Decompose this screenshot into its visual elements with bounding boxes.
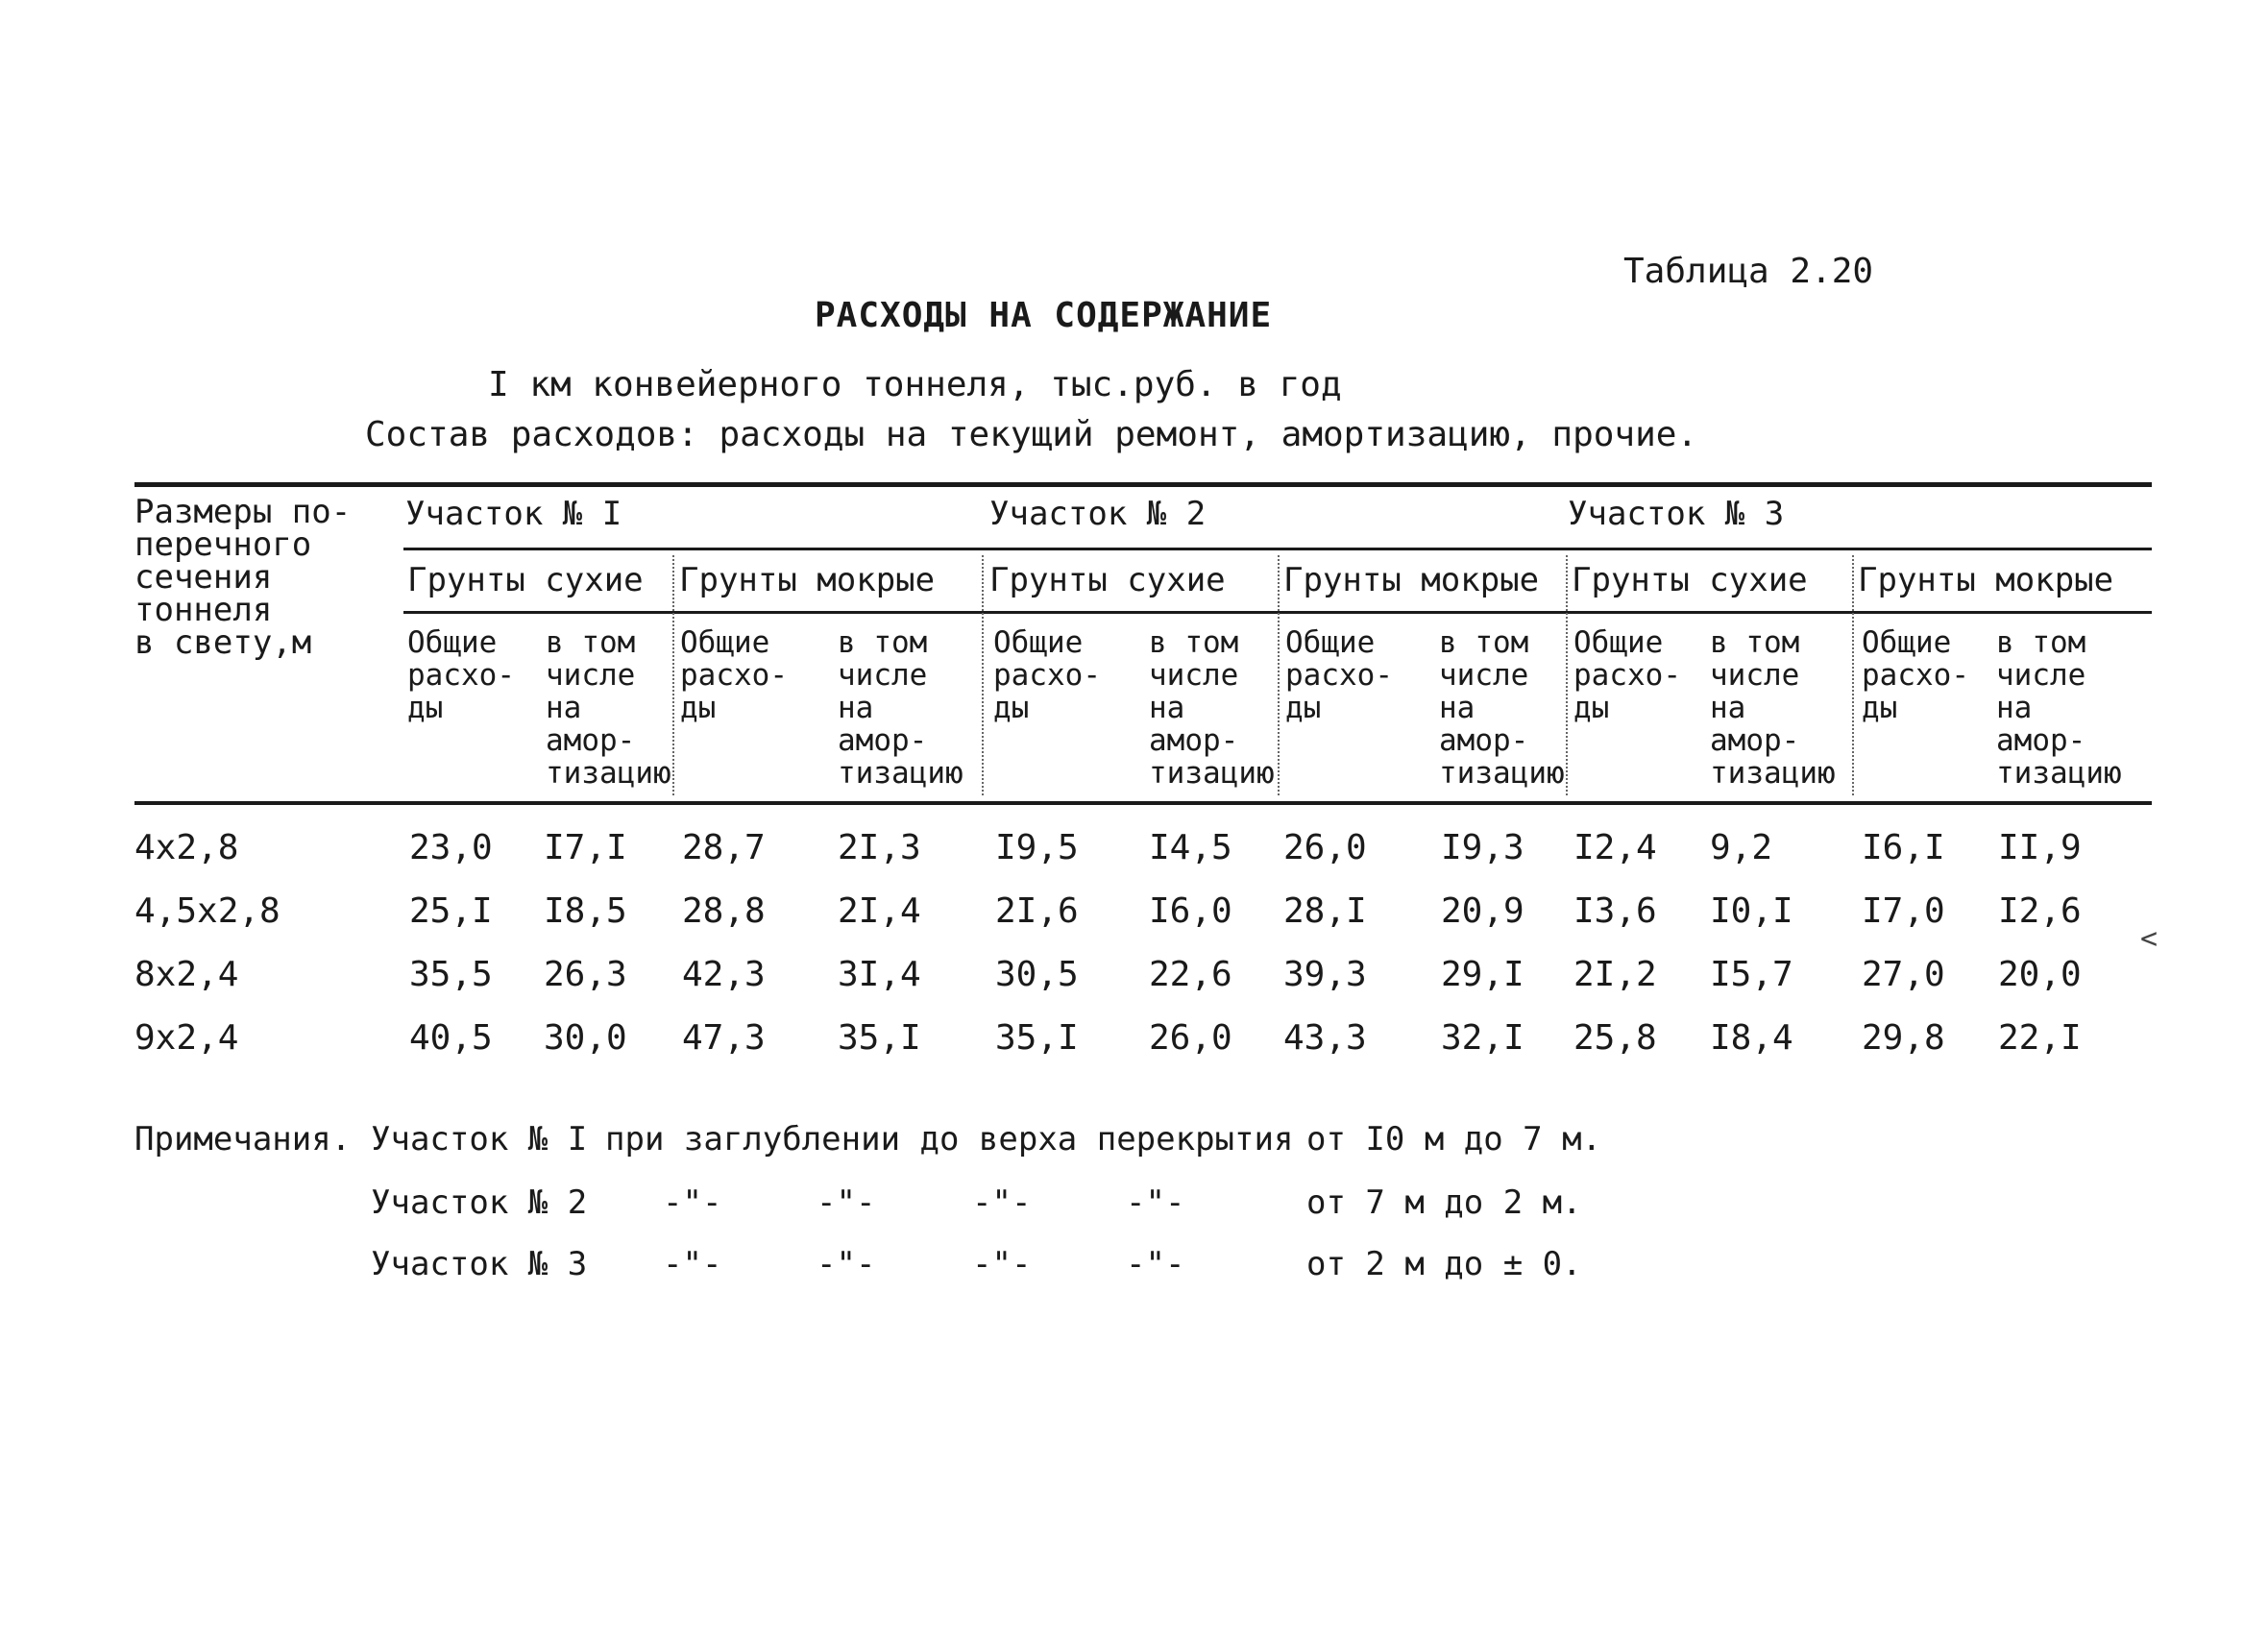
row-size-label: 9х2,4: [134, 1018, 239, 1058]
note-range: от I0 м до 7 м.: [1306, 1120, 1602, 1158]
note-ditto: -"-: [817, 1183, 876, 1222]
section-header-rule: [403, 548, 2152, 550]
note-ditto: -"-: [817, 1245, 876, 1283]
table-cell: 2I,2: [1573, 955, 1657, 994]
table-cell: I8,5: [544, 891, 627, 931]
document-title: РАСХОДЫ НА СОДЕРЖАНИЕ: [815, 296, 1273, 335]
notes-label: Примечания.: [134, 1120, 352, 1158]
table-cell: 27,0: [1862, 955, 1945, 994]
margin-mark: <: [2140, 922, 2158, 956]
table-cell: 28,7: [682, 828, 766, 867]
header-bottom-rule: [134, 801, 2152, 805]
table-top-rule: [134, 482, 2152, 487]
table-cell: 26,0: [1283, 828, 1367, 867]
table-cell: 42,3: [682, 955, 766, 994]
table-cell: 23,0: [409, 828, 493, 867]
table-cell: 35,I: [995, 1018, 1079, 1058]
total-costs-header: Общие расхо- ды: [1573, 625, 1681, 725]
soil-header: Грунты мокрые: [1858, 561, 2114, 599]
soil-header: Грунты мокрые: [1283, 561, 1540, 599]
table-cell: I8,4: [1710, 1018, 1793, 1058]
table-cell: 2I,4: [838, 891, 921, 931]
soil-separator: [982, 555, 984, 795]
table-cell: 26,3: [544, 955, 627, 994]
subtitle-unit: I км конвейерного тоннеля, тыс.руб. в год: [488, 365, 1342, 404]
total-costs-header: Общие расхо- ды: [1285, 625, 1393, 725]
table-cell: 22,I: [1998, 1018, 2082, 1058]
amortization-header: в том числе на амор- тизацию: [546, 625, 671, 791]
section-header-3: Участок № 3: [1568, 495, 1785, 533]
note-range: от 2 м до ± 0.: [1306, 1245, 1582, 1283]
table-cell: 43,3: [1283, 1018, 1367, 1058]
table-cell: 30,0: [544, 1018, 627, 1058]
amortization-header: в том числе на амор- тизацию: [1996, 625, 2122, 791]
table-cell: 32,I: [1441, 1018, 1524, 1058]
table-cell: I7,0: [1862, 891, 1945, 931]
table-cell: 22,6: [1149, 955, 1232, 994]
amortization-header: в том числе на амор- тизацию: [1149, 625, 1275, 791]
total-costs-header: Общие расхо- ды: [993, 625, 1101, 725]
table-cell: I7,I: [544, 828, 627, 867]
soil-separator: [672, 555, 674, 795]
total-costs-header: Общие расхо- ды: [1862, 625, 1969, 725]
note-section: Участок № 2: [371, 1183, 588, 1222]
table-cell: I6,0: [1149, 891, 1232, 931]
total-costs-header: Общие расхо- ды: [407, 625, 515, 725]
total-costs-header: Общие расхо- ды: [680, 625, 788, 725]
table-cell: 26,0: [1149, 1018, 1232, 1058]
soil-separator: [1566, 555, 1568, 795]
soil-separator: [1852, 555, 1854, 795]
table-cell: 28,8: [682, 891, 766, 931]
table-cell: I3,6: [1573, 891, 1657, 931]
section-header-1: Участок № I: [405, 495, 622, 533]
table-cell: 20,0: [1998, 955, 2082, 994]
row-size-label: 8х2,4: [134, 955, 239, 994]
note-ditto: -"-: [1126, 1245, 1185, 1283]
table-cell: 29,8: [1862, 1018, 1945, 1058]
soil-header: Грунты мокрые: [679, 561, 936, 599]
soil-header: Грунты сухие: [989, 561, 1226, 599]
note-ditto: -"-: [1126, 1183, 1185, 1222]
section-header-2: Участок № 2: [989, 495, 1207, 533]
soil-separator: [1278, 555, 1280, 795]
table-cell: 30,5: [995, 955, 1079, 994]
row-size-label: 4,5х2,8: [134, 891, 280, 931]
table-cell: 25,I: [409, 891, 493, 931]
note-ditto: -"-: [972, 1245, 1032, 1283]
amortization-header: в том числе на амор- тизацию: [1439, 625, 1565, 791]
table-cell: I2,6: [1998, 891, 2082, 931]
note-text: при заглублении до верха перекрытия: [605, 1120, 1294, 1158]
table-cell: 2I,3: [838, 828, 921, 867]
table-cell: I0,I: [1710, 891, 1793, 931]
table-cell: 3I,4: [838, 955, 921, 994]
table-number: Таблица 2.20: [1623, 252, 1874, 291]
amortization-header: в том числе на амор- тизацию: [1710, 625, 1836, 791]
table-cell: 40,5: [409, 1018, 493, 1058]
note-ditto: -"-: [663, 1245, 722, 1283]
table-cell: I5,7: [1710, 955, 1793, 994]
note-section: Участок № 3: [371, 1245, 588, 1283]
table-cell: I2,4: [1573, 828, 1657, 867]
row-label-header: Размеры по- перечного сечения тоннеля в свету,м: [134, 493, 352, 662]
note-ditto: -"-: [972, 1183, 1032, 1222]
soil-header: Грунты сухие: [1572, 561, 1808, 599]
table-cell: 35,I: [838, 1018, 921, 1058]
table-cell: I9,5: [995, 828, 1079, 867]
soil-header: Грунты сухие: [407, 561, 644, 599]
note-section: Участок № I: [371, 1120, 588, 1158]
table-cell: 20,9: [1441, 891, 1524, 931]
table-cell: 29,I: [1441, 955, 1524, 994]
table-cell: 47,3: [682, 1018, 766, 1058]
table-cell: II,9: [1998, 828, 2082, 867]
table-cell: 9,2: [1710, 828, 1773, 867]
table-cell: 28,I: [1283, 891, 1367, 931]
table-cell: I9,3: [1441, 828, 1524, 867]
table-cell: I4,5: [1149, 828, 1232, 867]
table-cell: I6,I: [1862, 828, 1945, 867]
note-range: от 7 м до 2 м.: [1306, 1183, 1582, 1222]
table-cell: 25,8: [1573, 1018, 1657, 1058]
table-cell: 35,5: [409, 955, 493, 994]
table-cell: 2I,6: [995, 891, 1079, 931]
row-size-label: 4х2,8: [134, 828, 239, 867]
amortization-header: в том числе на амор- тизацию: [838, 625, 963, 791]
note-ditto: -"-: [663, 1183, 722, 1222]
subtitle-composition: Состав расходов: расходы на текущий ремонт, амортизацию, прочие.: [365, 415, 1698, 454]
table-cell: 39,3: [1283, 955, 1367, 994]
